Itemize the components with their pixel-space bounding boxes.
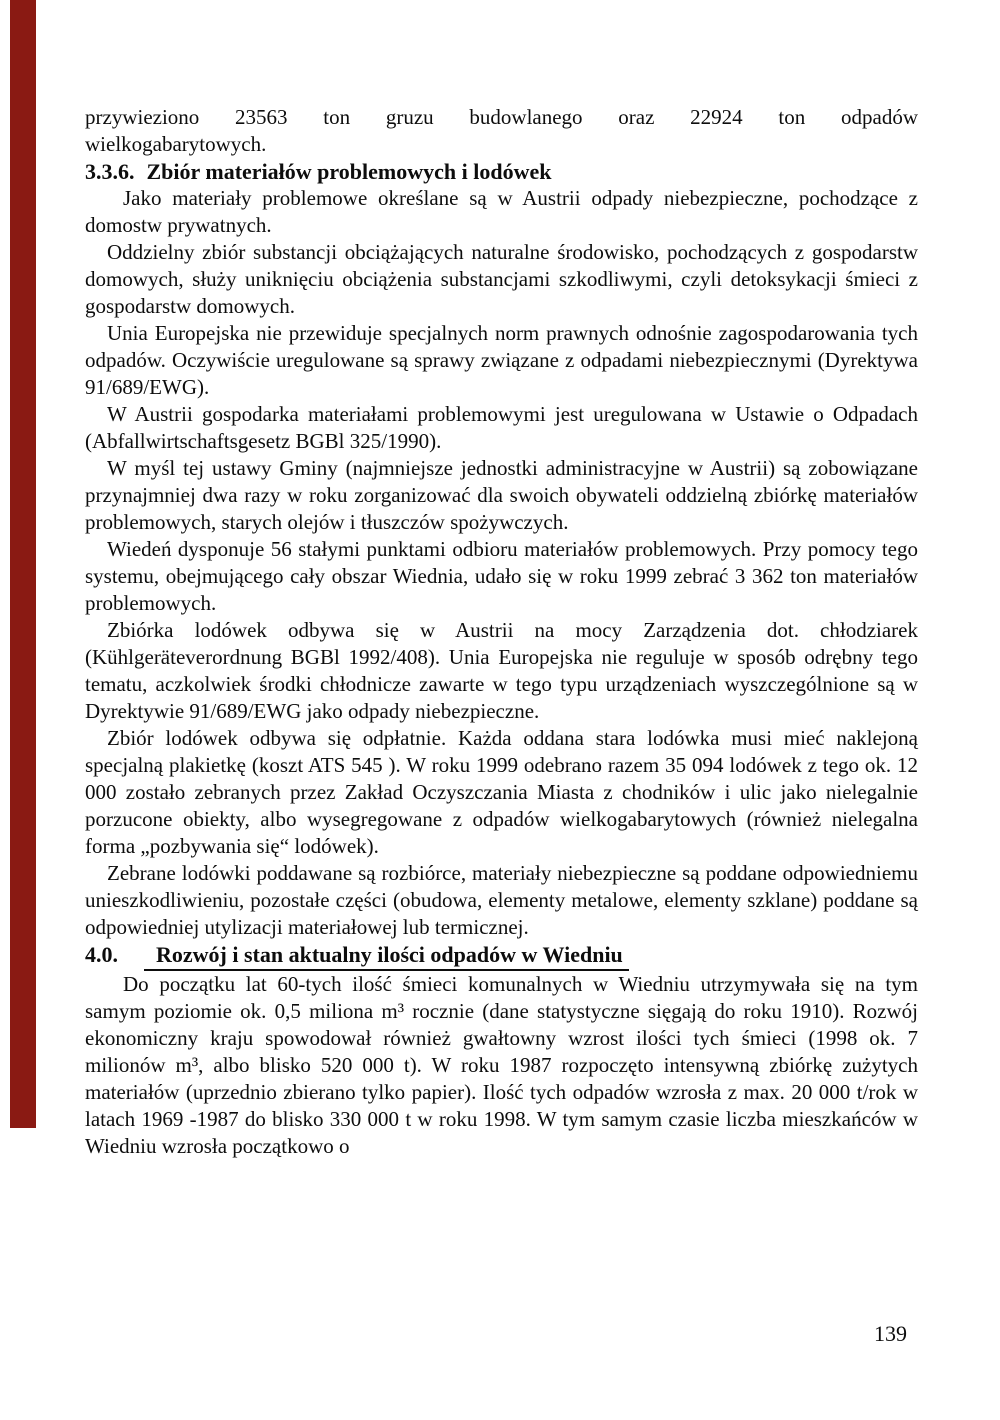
paragraph-jako: Jako materiały problemowe określane są w Austrii odpady niebezpieczne, pochodzące z domostw prywatnych. (85, 186, 918, 237)
section-3-3-6-number: 3.3.6. (85, 159, 135, 184)
section-4-0-title: Rozwój i stan aktualny ilości odpadów w Wiedniu (144, 941, 629, 971)
paragraph-do-poczatku: Do początku lat 60-tych ilość śmieci komunalnych w Wiedniu utrzymywała się na tym samym poziomie ok. 0,5 miliona m³ rocznie (dane statystyczne sięgają do roku 1910). Rozwój ekonomiczny kraju spowodował również gwałtowny wzrost ilości tych śmieci (1998 ok. 7 milionów m³, albo blisko 520 000 t). W roku 1987 rozpoczęto intensywną zbiórkę zużytych materiałów (uprzednio zbierano tylko papier). Ilość tych odpadów wzrosła z max. 20 000 t/rok w latach 1969 -1987 do blisko 330 000 t w roku 1998. W tym samym czasie liczba mieszkańców w Wiedniu wzrosła początkowo o (85, 972, 918, 1158)
continuation-paragraph (85, 104, 918, 158)
paragraph-zbiorka-lodowek: Zbiórka lodówek odbywa się w Austrii na mocy Zarządzenia dot. chłodziarek (Kühlgeräteverordnung BGBl 1992/408). Unia Europejska nie reguluje w sposób odrębny tego tematu, aczkolwiek środki chłodnicze zawarte w tego typu urządzeniach wyszczególnione są w Dyrektywie 91/689/EWG jako odpady niebezpieczne. (85, 618, 918, 723)
paragraph-zebrane-lodowki: Zebrane lodówki poddawane są rozbiórce, materiały niebezpieczne są poddane odpowiedniemu unieszkodliwieniu, pozostałe części (obudowa, elementy metalowe, elementy szklane) poddane są odpowiedniej utylizacji materiałowej lub termicznej. (85, 861, 918, 939)
paragraph-wieden-punkty: Wiedeń dysponuje 56 stałymi punktami odbioru materiałów problemowych. Przy pomocy tego systemu, obejmującego cały obszar Wiednia, udało się w roku 1999 zebrać 3 362 ton materiałów problemowych. (85, 537, 918, 615)
paragraph-zbior-lodowek-odplatnie: Zbiór lodówek odbywa się odpłatnie. Każda oddana stara lodówka musi mieć naklejoną specjalną plakietkę (koszt ATS 545 ). W roku 1999 odebrano razem 35 094 lodówek z tego ok. 12 000 zostało zebranych przez Zakład Oczyszczania Miasta z chodników i ulic jako nielegalnie porzucone obiekty, albo wysegregowane z odpadów wielkogabarytowych (również nielegalna forma „pozbywania się“ lodówek). (85, 726, 918, 858)
section-3-3-6-heading (85, 158, 918, 185)
paragraph-w-mysl-ustawy: W myśl tej ustawy Gminy (najmniejsze jednostki administracyjne w Austrii) są zobowiązane przynajmniej dwa razy w roku zorganizować dla swoich obywateli oddzielną zbiórkę materiałów problemowych, starych olejów i tłuszczów spożywczych. (85, 456, 918, 534)
red-margin-stripe (10, 0, 36, 1128)
section-4-0-heading (85, 941, 918, 971)
section-3-3-6-title: Zbiór materiałów problemowych i lodówek (146, 159, 552, 184)
continuation-line-2: wielkogabarytowych. (85, 132, 267, 156)
paragraph-unia-europejska: Unia Europejska nie przewiduje specjalnych norm prawnych odnośnie zagospodarowania tych odpadów. Oczywiście uregulowane są sprawy związane z odpadami niebezpiecznymi (Dyrektywa 91/689/EWG). (85, 321, 918, 399)
continuation-line-1: przywieziono 23563 ton gruzu budowlanego oraz 22924 ton odpadów (85, 105, 918, 129)
page-number: 139 (874, 1321, 907, 1346)
page-text (85, 104, 918, 1160)
section-4-0-number: 4.0. (85, 942, 118, 967)
paragraph-w-austrii: W Austrii gospodarka materiałami problemowymi jest uregulowana w Ustawie o Odpadach (Abfallwirtschaftsgesetz BGBl 325/1990). (85, 402, 918, 453)
paragraph-oddzielny-zbior: Oddzielny zbiór substancji obciążających naturalne środowisko, pochodzących z gospodarstw domowych, służy uniknięciu obciążenia substancjami szkodliwymi, czyli detoksykacji śmieci z gospodarstw domowych. (85, 240, 918, 318)
